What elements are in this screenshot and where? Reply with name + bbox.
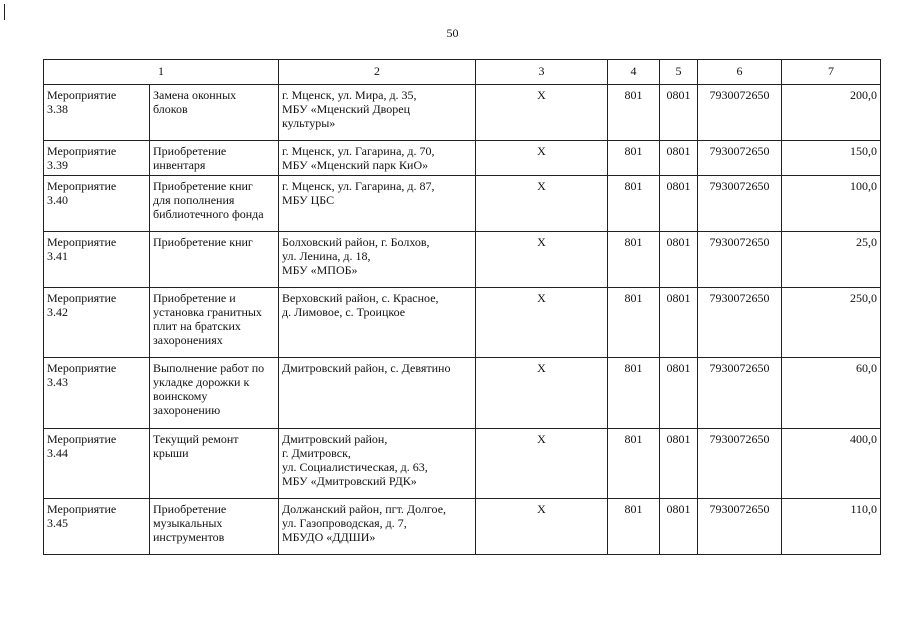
address-cell bbox=[279, 141, 476, 176]
event-name-cell bbox=[150, 85, 279, 141]
event-name-cell-line: Приобретение bbox=[153, 144, 227, 158]
event-name-cell-line: крыши bbox=[153, 446, 189, 460]
header-col-2: 2 bbox=[279, 60, 476, 85]
address-cell-line: МБУ «МПОБ» bbox=[282, 263, 358, 277]
amount-cell: 250,0 bbox=[782, 288, 881, 358]
col5-cell: 0801 bbox=[660, 141, 698, 176]
event-name-cell-line: воинскому bbox=[153, 389, 208, 403]
address-cell-line: МБУДО «ДДШИ» bbox=[282, 530, 376, 544]
event-id-cell bbox=[44, 232, 150, 288]
header-col-7: 7 bbox=[782, 60, 881, 85]
col4-cell: 801 bbox=[608, 232, 660, 288]
event-name-cell bbox=[150, 288, 279, 358]
margin-mark bbox=[4, 4, 5, 20]
table-row bbox=[44, 429, 881, 499]
event-id-cell-line: Мероприятие bbox=[47, 235, 117, 249]
amount-cell: 100,0 bbox=[782, 176, 881, 232]
event-name-cell-line: плит на братских bbox=[153, 319, 241, 333]
event-name-cell-line: блоков bbox=[153, 102, 188, 116]
event-id-cell bbox=[44, 499, 150, 555]
col6-cell: 7930072650 bbox=[698, 85, 782, 141]
event-id-cell-line: 3.40 bbox=[47, 193, 68, 207]
col3-cell: Х bbox=[476, 176, 608, 232]
event-name-cell-line: захоронениях bbox=[153, 333, 223, 347]
col3-cell: Х bbox=[476, 288, 608, 358]
col6-cell: 7930072650 bbox=[698, 288, 782, 358]
address-cell bbox=[279, 429, 476, 499]
event-id-cell-line: 3.41 bbox=[47, 249, 68, 263]
header-col-6: 6 bbox=[698, 60, 782, 85]
col5-cell: 0801 bbox=[660, 232, 698, 288]
col6-cell: 7930072650 bbox=[698, 358, 782, 429]
address-cell-line: МБУ «Мценский Дворец bbox=[282, 102, 410, 116]
col5-cell: 0801 bbox=[660, 288, 698, 358]
col4-cell: 801 bbox=[608, 141, 660, 176]
page-number: 50 bbox=[446, 26, 459, 40]
amount-cell: 25,0 bbox=[782, 232, 881, 288]
address-cell-line: г. Мценск, ул. Гагарина, д. 70, bbox=[282, 144, 435, 158]
address-cell-line: ул. Газопроводская, д. 7, bbox=[282, 516, 407, 530]
address-cell-line: г. Дмитровск, bbox=[282, 446, 351, 460]
col5-cell: 0801 bbox=[660, 499, 698, 555]
event-name-cell-line: для пополнения bbox=[153, 193, 235, 207]
col3-cell: Х bbox=[476, 85, 608, 141]
col6-cell: 7930072650 bbox=[698, 232, 782, 288]
event-id-cell-line: Мероприятие bbox=[47, 432, 117, 446]
col5-cell: 0801 bbox=[660, 429, 698, 499]
address-cell bbox=[279, 85, 476, 141]
table-row bbox=[44, 288, 881, 358]
event-name-cell-line: музыкальных bbox=[153, 516, 223, 530]
amount-cell: 110,0 bbox=[782, 499, 881, 555]
address-cell-line: МБУ «Дмитровский РДК» bbox=[282, 474, 417, 488]
address-cell-line: Болховский район, г. Болхов, bbox=[282, 235, 430, 249]
amount-cell: 400,0 bbox=[782, 429, 881, 499]
event-id-cell-line: Мероприятие bbox=[47, 291, 117, 305]
header-col-1: 1 bbox=[44, 60, 279, 85]
col3-cell: Х bbox=[476, 141, 608, 176]
event-id-cell-line: 3.45 bbox=[47, 516, 68, 530]
table-row bbox=[44, 358, 881, 429]
header-row bbox=[44, 60, 881, 85]
col4-cell: 801 bbox=[608, 85, 660, 141]
table-row bbox=[44, 232, 881, 288]
event-name-cell-line: инвентаря bbox=[153, 158, 206, 172]
event-name-cell-line: инструментов bbox=[153, 530, 225, 544]
event-id-cell-line: Мероприятие bbox=[47, 88, 117, 102]
event-id-cell-line: Мероприятие bbox=[47, 361, 117, 375]
col6-cell: 7930072650 bbox=[698, 176, 782, 232]
col4-cell: 801 bbox=[608, 358, 660, 429]
address-cell-line: Дмитровский район, с. Девятино bbox=[282, 361, 451, 375]
budget-table bbox=[43, 59, 881, 555]
address-cell bbox=[279, 358, 476, 429]
event-id-cell-line: 3.42 bbox=[47, 305, 68, 319]
event-id-cell bbox=[44, 429, 150, 499]
event-id-cell bbox=[44, 85, 150, 141]
address-cell-line: ул. Социалистическая, д. 63, bbox=[282, 460, 428, 474]
event-name-cell bbox=[150, 141, 279, 176]
table-row bbox=[44, 499, 881, 555]
event-id-cell-line: 3.39 bbox=[47, 158, 68, 172]
col3-cell: Х bbox=[476, 499, 608, 555]
col5-cell: 0801 bbox=[660, 85, 698, 141]
address-cell-line: МБУ «Мценский парк КиО» bbox=[282, 158, 429, 172]
col6-cell: 7930072650 bbox=[698, 499, 782, 555]
address-cell-line: культуры» bbox=[282, 116, 336, 130]
event-name-cell bbox=[150, 429, 279, 499]
header-col-3: 3 bbox=[476, 60, 608, 85]
col3-cell: Х bbox=[476, 232, 608, 288]
col4-cell: 801 bbox=[608, 499, 660, 555]
table-row bbox=[44, 141, 881, 176]
col6-cell: 7930072650 bbox=[698, 429, 782, 499]
event-name-cell bbox=[150, 176, 279, 232]
address-cell-line: Верховский район, с. Красное, bbox=[282, 291, 439, 305]
col3-cell: Х bbox=[476, 358, 608, 429]
event-name-cell-line: Выполнение работ по bbox=[153, 361, 265, 375]
col4-cell: 801 bbox=[608, 288, 660, 358]
address-cell-line: г. Мценск, ул. Мира, д. 35, bbox=[282, 88, 417, 102]
table-row bbox=[44, 176, 881, 232]
event-name-cell-line: Текущий ремонт bbox=[153, 432, 239, 446]
event-id-cell bbox=[44, 288, 150, 358]
table-row bbox=[44, 85, 881, 141]
event-name-cell-line: установка гранитных bbox=[153, 305, 262, 319]
event-id-cell-line: Мероприятие bbox=[47, 179, 117, 193]
event-name-cell bbox=[150, 232, 279, 288]
address-cell bbox=[279, 176, 476, 232]
address-cell-line: д. Лимовое, с. Троицкое bbox=[282, 305, 406, 319]
amount-cell: 60,0 bbox=[782, 358, 881, 429]
table-body bbox=[44, 85, 881, 555]
event-id-cell-line: 3.38 bbox=[47, 102, 68, 116]
event-name-cell-line: укладке дорожки к bbox=[153, 375, 250, 389]
event-name-cell bbox=[150, 499, 279, 555]
amount-cell: 150,0 bbox=[782, 141, 881, 176]
header-col-5: 5 bbox=[660, 60, 698, 85]
event-name-cell-line: Замена оконных bbox=[153, 88, 237, 102]
event-id-cell-line: 3.43 bbox=[47, 375, 68, 389]
header-col-4: 4 bbox=[608, 60, 660, 85]
event-id-cell bbox=[44, 176, 150, 232]
address-cell-line: Дмитровский район, bbox=[282, 432, 388, 446]
amount-cell: 200,0 bbox=[782, 85, 881, 141]
address-cell-line: Должанский район, пгт. Долгое, bbox=[282, 502, 447, 516]
event-id-cell-line: Мероприятие bbox=[47, 144, 117, 158]
event-id-cell bbox=[44, 358, 150, 429]
address-cell-line: МБУ ЦБС bbox=[282, 193, 335, 207]
event-name-cell-line: захоронению bbox=[153, 403, 221, 417]
address-cell-line: ул. Ленина, д. 18, bbox=[282, 249, 371, 263]
event-name-cell-line: Приобретение bbox=[153, 502, 227, 516]
address-cell bbox=[279, 232, 476, 288]
col6-cell: 7930072650 bbox=[698, 141, 782, 176]
address-cell-line: г. Мценск, ул. Гагарина, д. 87, bbox=[282, 179, 435, 193]
address-cell bbox=[279, 499, 476, 555]
col4-cell: 801 bbox=[608, 429, 660, 499]
address-cell bbox=[279, 288, 476, 358]
col5-cell: 0801 bbox=[660, 358, 698, 429]
event-id-cell bbox=[44, 141, 150, 176]
col5-cell: 0801 bbox=[660, 176, 698, 232]
event-name-cell bbox=[150, 358, 279, 429]
event-id-cell-line: Мероприятие bbox=[47, 502, 117, 516]
event-name-cell-line: Приобретение и bbox=[153, 291, 236, 305]
event-id-cell-line: 3.44 bbox=[47, 446, 68, 460]
col4-cell: 801 bbox=[608, 176, 660, 232]
event-name-cell-line: библиотечного фонда bbox=[153, 207, 264, 221]
col3-cell: Х bbox=[476, 429, 608, 499]
event-name-cell-line: Приобретение книг bbox=[153, 235, 253, 249]
event-name-cell-line: Приобретение книг bbox=[153, 179, 253, 193]
